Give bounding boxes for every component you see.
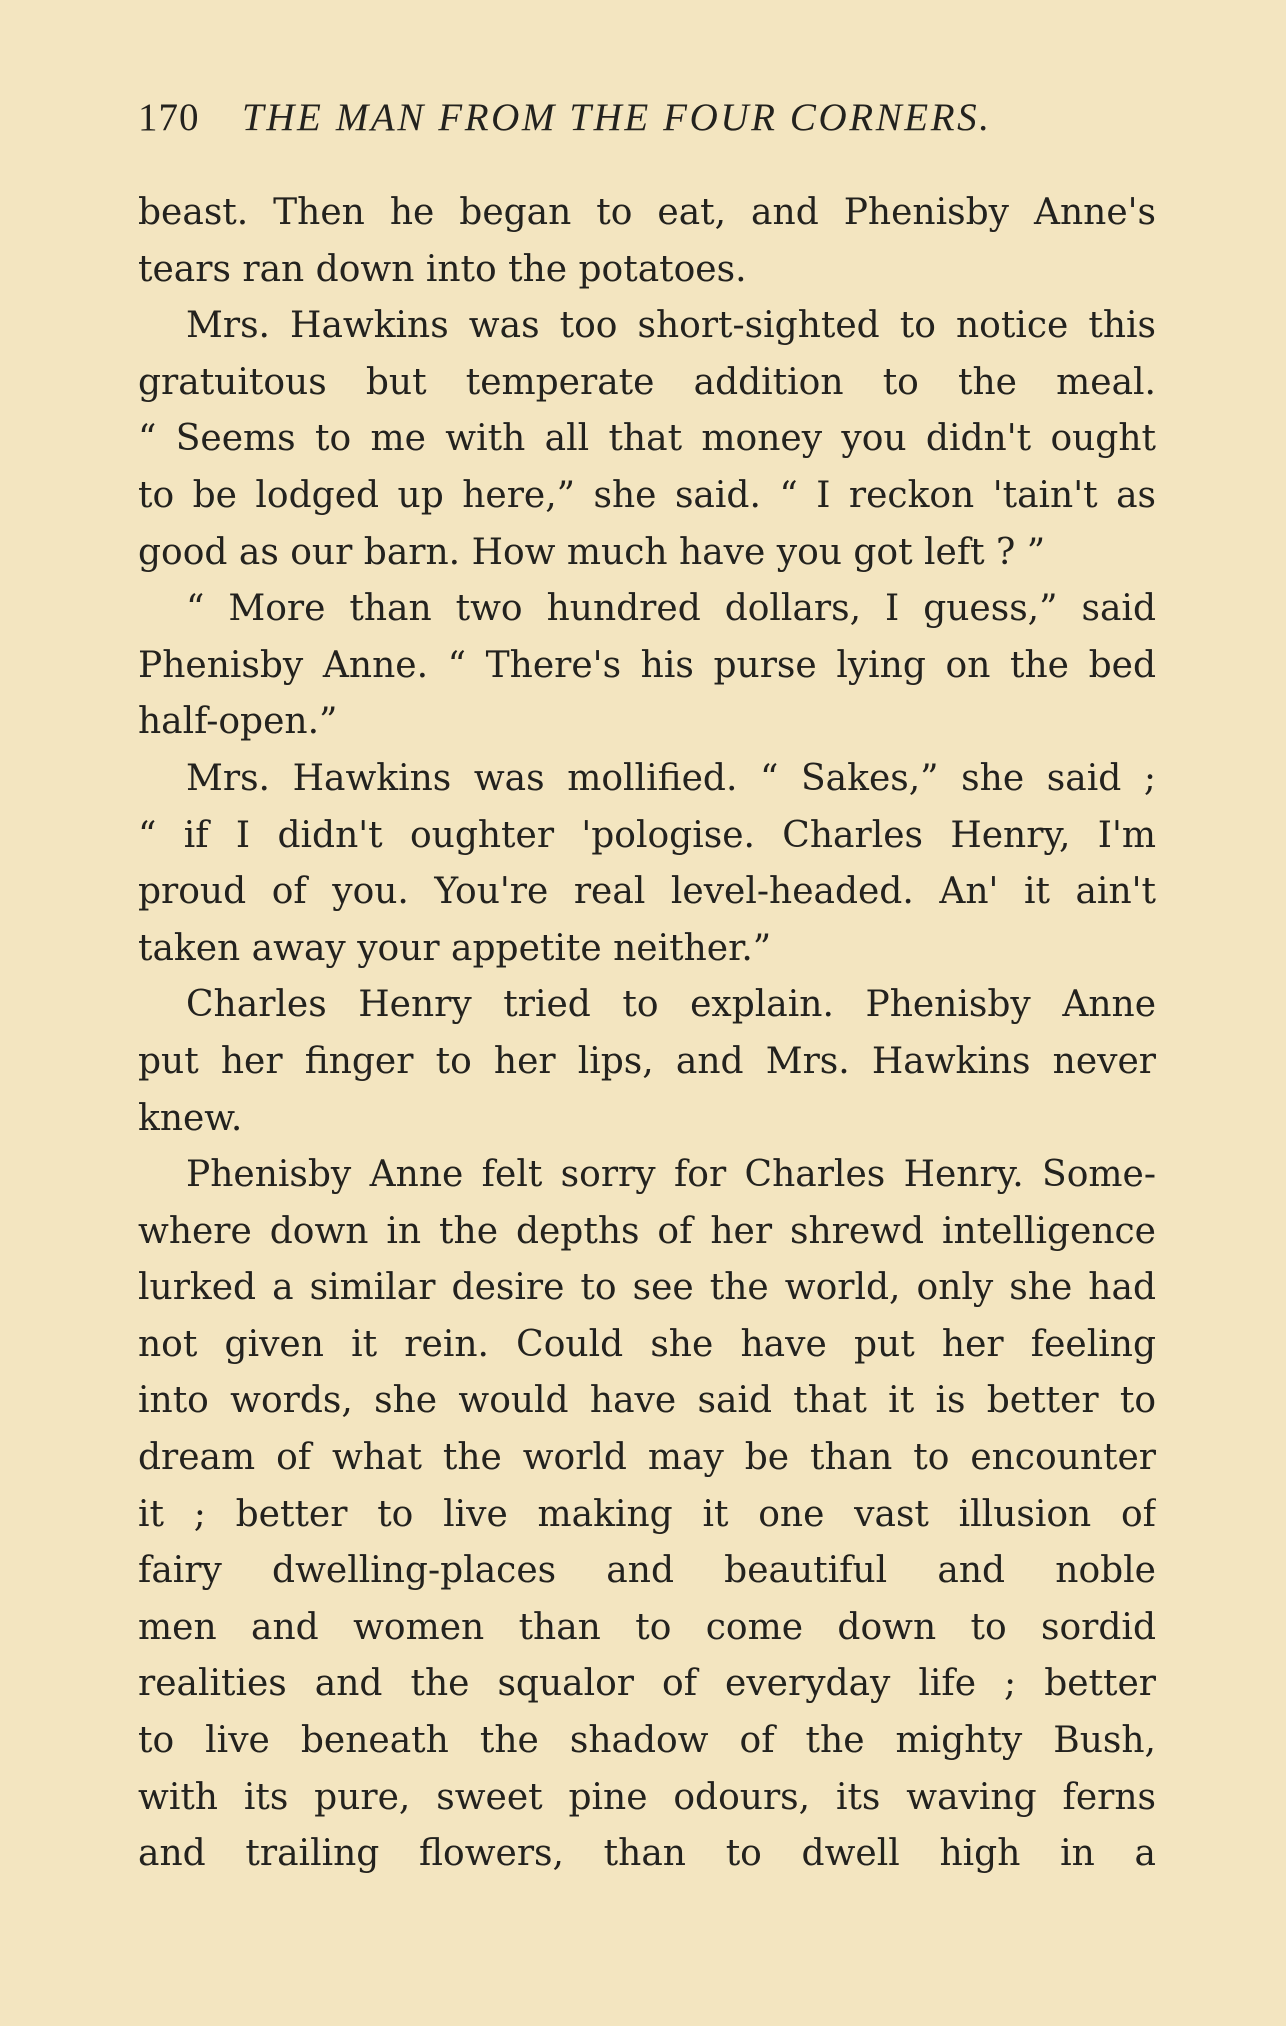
text-line: gratuitous but temperate addition to the meal. bbox=[138, 361, 1156, 403]
text-line: it ; better to live making it one vast illusion of bbox=[138, 1493, 1156, 1535]
text-line: Charles Henry tried to explain. Phenisby Anne bbox=[186, 984, 1156, 1026]
text-line: Mrs. Hawkins was too short-sighted to notice this bbox=[186, 305, 1156, 347]
text-line: put her finger to her lips, and Mrs. Hawkins never bbox=[138, 1040, 1156, 1082]
text-line: half-open.” bbox=[138, 701, 338, 743]
text-line: “ if I didn't oughter 'pologise. Charles Henry, I'm bbox=[138, 814, 1156, 856]
text-line: Mrs. Hawkins was mollified. “ Sakes,” she said ; bbox=[186, 757, 1156, 799]
text-line: to live beneath the shadow of the mighty Bush, bbox=[138, 1720, 1156, 1762]
text-line: taken away your appetite neither.” bbox=[138, 927, 772, 969]
text-line: knew. bbox=[138, 1097, 243, 1139]
text-line: where down in the depths of her shrewd intelligence bbox=[138, 1210, 1156, 1252]
page-number: 170 bbox=[138, 96, 200, 139]
text-line: lurked a similar desire to see the world, only she had bbox=[138, 1267, 1156, 1309]
text-line: with its pure, sweet pine odours, its waving ferns bbox=[138, 1776, 1156, 1818]
text-line: men and women than to come down to sordid bbox=[138, 1606, 1156, 1648]
text-line: not given it rein. Could she have put her feeling bbox=[138, 1323, 1156, 1365]
text-line: dream of what the world may be than to encounter bbox=[138, 1437, 1156, 1479]
body-text bbox=[138, 185, 1156, 1883]
running-title: THE MAN FROM THE FOUR CORNERS. bbox=[242, 96, 992, 139]
text-line: tears ran down into the potatoes. bbox=[138, 248, 747, 290]
text-line: beast. Then he began to eat, and Phenisby Anne's bbox=[138, 192, 1156, 233]
text-line: and trailing flowers, than to dwell high in a bbox=[138, 1833, 1156, 1875]
text-line: Phenisby Anne felt sorry for Charles Henry. Some- bbox=[186, 1154, 1156, 1196]
text-line: “ Seems to me with all that money you didn't ought bbox=[138, 418, 1156, 460]
text-line: Phenisby Anne. “ There's his purse lying on the bed bbox=[138, 644, 1156, 686]
text-line: fairy dwelling-places and beautiful and noble bbox=[138, 1550, 1156, 1592]
text-line: into words, she would have said that it is better to bbox=[138, 1380, 1156, 1422]
text-line: good as our barn. How much have you got left ? ” bbox=[138, 531, 1046, 573]
running-head bbox=[138, 92, 1148, 144]
text-line: proud of you. You're real level-headed. An' it ain't bbox=[138, 871, 1156, 913]
text-line: realities and the squalor of everyday life ; better bbox=[138, 1663, 1156, 1705]
text-line: to be lodged up here,” she said. “ I reckon 'tain't as bbox=[138, 474, 1156, 516]
text-line: “ More than two hundred dollars, I guess,” said bbox=[186, 588, 1156, 630]
